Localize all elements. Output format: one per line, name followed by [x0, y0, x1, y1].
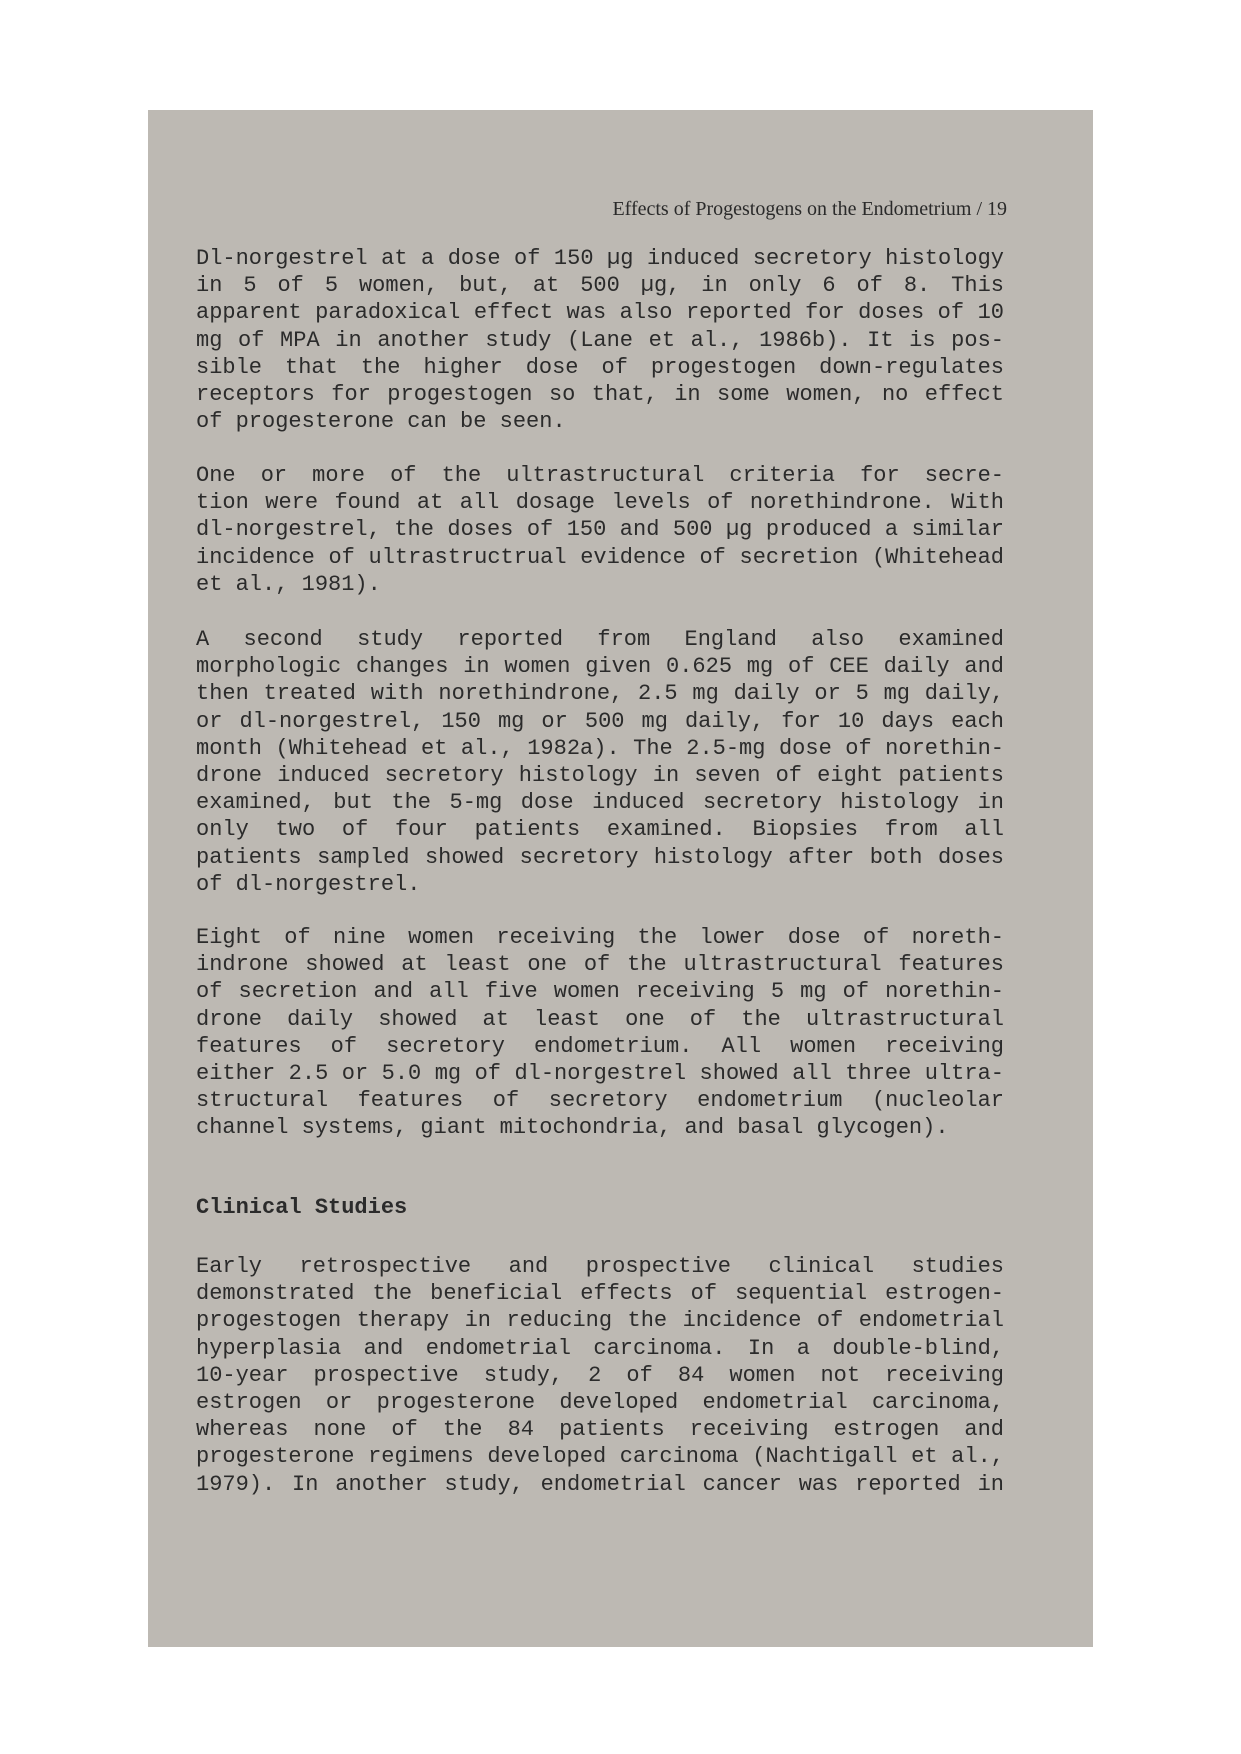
text-line: demonstrated the beneficial effects of sequential estrogen- — [196, 1281, 1004, 1307]
paragraph-5 — [196, 1253, 1004, 1498]
text-line: only two of four patients examined. Biopsies from all — [196, 817, 1004, 843]
text-line: A second study reported from England also examined — [196, 627, 1004, 652]
text-line: structural features of secretory endometrium (nucleolar — [196, 1088, 1004, 1114]
text-line: dl-norgestrel, the doses of 150 and 500 µg produced a similar — [196, 517, 1004, 543]
paragraph-3 — [196, 626, 1004, 898]
text-line: morphologic changes in women given 0.625 mg of CEE daily and — [196, 654, 1004, 680]
text-line: indrone showed at least one of the ultrastructural features — [196, 952, 1004, 978]
text-line: incidence of ultrastructrual evidence of secretion (Whitehead — [196, 544, 1004, 570]
text-line: progesterone regimens developed carcinoma (Nachtigall et al., — [196, 1444, 1004, 1470]
text-line: apparent paradoxical effect was also reported for doses of 10 — [196, 300, 1004, 326]
text-line: examined, but the 5-mg dose induced secretory histology in — [196, 790, 1004, 816]
text-line: whereas none of the 84 patients receiving estrogen and — [196, 1417, 1004, 1443]
text-line: 10-year prospective study, 2 of 84 women not receiving — [196, 1362, 1004, 1388]
text-line: Early retrospective and prospective clinical studies — [196, 1254, 1004, 1279]
text-line: either 2.5 or 5.0 mg of dl-norgestrel showed all three ultra- — [196, 1060, 1004, 1086]
text-line: month (Whitehead et al., 1982a). The 2.5-mg dose of norethin- — [196, 735, 1004, 761]
text-line: 1979). In another study, endometrial cancer was reported in — [196, 1471, 1004, 1497]
text-line: or dl-norgestrel, 150 mg or 500 mg daily, for 10 days each — [196, 708, 1004, 734]
text-line: tion were found at all dosage levels of norethindrone. With — [196, 490, 1004, 516]
text-line: drone induced secretory histology in seven of eight patients — [196, 762, 1004, 788]
text-line: Dl-norgestrel at a dose of 150 µg induced secretory histology — [196, 246, 1004, 271]
text-line: estrogen or progesterone developed endometrial carcinoma, — [196, 1389, 1004, 1415]
text-line: hyperplasia and endometrial carcinoma. In a double-blind, — [196, 1335, 1004, 1361]
text-line: of secretion and all five women receiving 5 mg of norethin- — [196, 979, 1004, 1005]
text-line: then treated with norethindrone, 2.5 mg daily or 5 mg daily, — [196, 681, 1004, 707]
text-line: in 5 of 5 women, but, at 500 µg, in only 6 of 8. This — [196, 273, 1004, 299]
text-line: mg of MPA in another study (Lane et al., 1986b). It is pos- — [196, 327, 1004, 353]
text-line: et al., 1981). — [196, 571, 381, 597]
paragraph-2 — [196, 462, 1004, 598]
text-line: patients sampled showed secretory histology after both doses — [196, 844, 1004, 870]
text-line: drone daily showed at least one of the ultrastructural — [196, 1006, 1004, 1032]
text-line: progestogen therapy in reducing the incidence of endometrial — [196, 1308, 1004, 1334]
text-line: One or more of the ultrastructural criteria for secre- — [196, 463, 1004, 488]
text-line: features of secretory endometrium. All women receiving — [196, 1033, 1004, 1059]
text-line: receptors for progestogen so that, in some women, no effect — [196, 381, 1004, 407]
text-line: of progesterone can be seen. — [196, 409, 566, 435]
text-line: Eight of nine women receiving the lower dose of noreth- — [196, 925, 1004, 950]
text-line: channel systems, giant mitochondria, and basal glycogen). — [196, 1115, 949, 1141]
paragraph-1 — [196, 245, 1004, 435]
text-line: of dl-norgestrel. — [196, 871, 421, 897]
running-head: Effects of Progestogens on the Endometrium / 19 — [612, 198, 1007, 220]
section-heading: Clinical Studies — [196, 1195, 408, 1220]
paragraph-4 — [196, 924, 1004, 1142]
text-line: sible that the higher dose of progestogen down-regulates — [196, 354, 1004, 380]
